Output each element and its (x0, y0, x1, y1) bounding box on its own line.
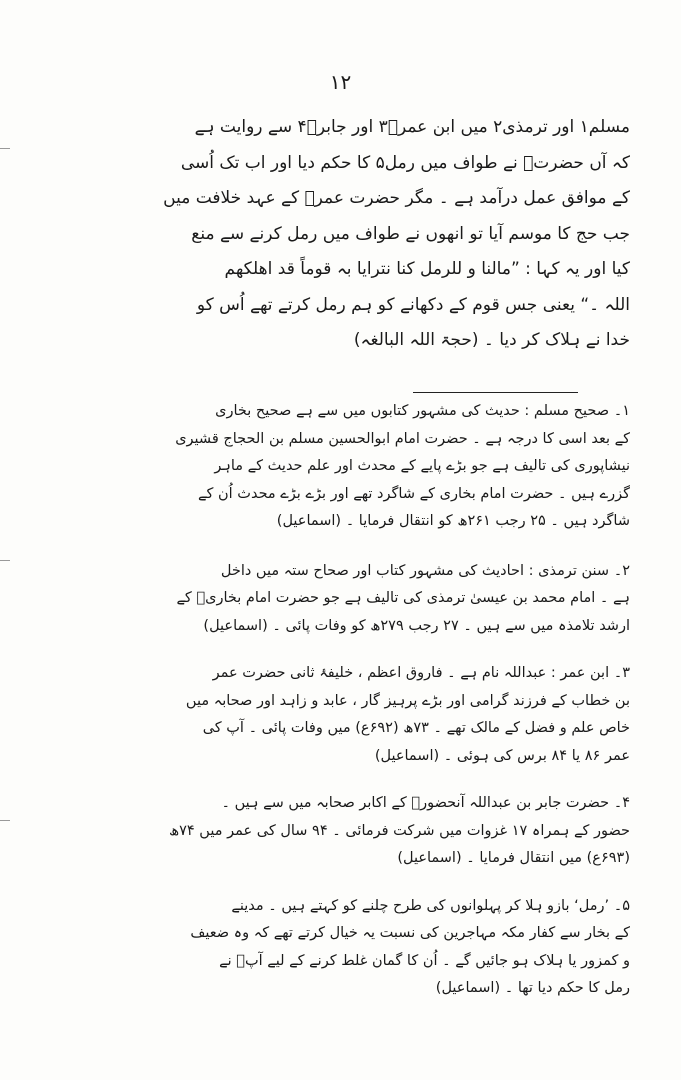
main-line: کیا اور یہ کہا : ”مالنا و للرمل کنا نترایا بہ قوماً قد اھلکھم (224, 259, 630, 279)
footnote-line: گزرے ہیں ۔ حضرت امام بخاری کے شاگرد تھے اور بڑے بڑے محدث اُن کے (198, 485, 630, 502)
main-line: کہ آں حضرتؐ نے طواف میں رمل۵ کا حکم دیا اور اب تک اُسی (180, 152, 630, 173)
footnote-line: ۵۔ ’رمل‘ بازو ہلا کر پہلوانوں کی طرح چلنے کو کہتے ہیں ۔ مدینے (231, 897, 630, 914)
footnote-line: ارشد تلامذہ میں سے ہیں ۔ ۲۷ رجب ۲۷۹ھ کو وفات پائی ۔ (اسماعیل) (203, 617, 630, 634)
main-line: خدا نے ہلاک کر دیا ۔ (حجۃ اللہ البالغہ) (353, 330, 630, 350)
footnote-2 (40, 558, 630, 641)
footnote-line: (۶۹۳ع) میں انتقال فرمایا ۔ (اسماعیل) (397, 850, 630, 866)
main-line: اللہ ۔“ یعنی جس قوم کے دکھانے کو ہم رمل کرتے تھے اُس کو (196, 294, 630, 315)
footnote-line: شاگرد ہیں ۔ ۲۵ رجب ۲۶۱ھ کو انتقال فرمایا ۔ (اسماعیل) (276, 513, 630, 529)
footnote-line: خاص علم و فضل کے مالک تھے ۔ ۷۳ھ (۶۹۲ع) میں وفات پائی ۔ آپ کی (202, 720, 630, 736)
footnote-4 (40, 790, 630, 873)
footnote-line: ۱۔ صحیح مسلم : حدیث کی مشہور کتابوں میں سے ہے صحیح بخاری (215, 403, 630, 419)
main-line: جب حج کا موسم آیا تو انھوں نے طواف میں رمل کرنے سے منع (191, 223, 630, 244)
footnote-line: و کمزور یا ہلاک ہو جائیں گے ۔ اُن کا گمان غلط کرنے کے لیے آپؐ نے (219, 952, 630, 969)
footnote-line: نیشاپوری کی تالیف ہے جو بڑے پایے کے محدث اور علم حدیث کے ماہر (214, 458, 630, 474)
margin-mark (0, 148, 10, 149)
footnote-line: عمر ۸۶ یا ۸۴ برس کی ہوئی ۔ (اسماعیل) (374, 747, 630, 764)
footnote-line: ۴۔ حضرت جابر بن عبداللہ آنحضورؐ کے اکابر صحابہ میں سے ہیں ۔ (221, 795, 630, 811)
footnote-line: حضور کے ہمراہ ۱۷ غزوات میں شرکت فرمائی ۔ ۹۴ سال کی عمر میں ۷۴ھ (168, 822, 630, 839)
footnote-line: ہے ۔ امام محمد بن عیسیٰ ترمذی کی تالیف ہے جو حضرت امام بخاریؒ کے (176, 590, 630, 606)
footnote-3 (40, 660, 630, 770)
main-line: مسلم۱ اور ترمذی۲ میں ابن عمرؓ۳ اور جابرؓ۴ سے روایت ہے (194, 117, 630, 137)
footnote-line: بن خطاب کے فرزند گرامی اور بڑے پرہیز گار ، عابد و زاہد اور صحابہ میں (185, 692, 630, 709)
footnotes (40, 398, 630, 1003)
main-line: کے موافق عمل درآمد ہے ۔ مگر حضرت عمرؓ کے عہد خلافت میں (163, 188, 630, 208)
footnote-line: کے بعد اسی کا درجہ ہے ۔ حضرت امام ابوالحسین مسلم بن الحجاج قشیری (175, 430, 630, 447)
footnote-line: رمل کا حکم دیا تھا ۔ (اسماعیل) (435, 980, 630, 996)
footnote-separator (413, 392, 578, 393)
footnote-line: ۳۔ ابن عمر : عبداللہ نام ہے ۔ فاروق اعظم ، خلیفۂ ثانی حضرت عمر (212, 665, 630, 681)
footnote-line: کے بخار سے کفار مکہ مہاجرین کی نسبت یہ خیال کرتے تھے کہ وہ ضعیف (190, 925, 630, 941)
margin-mark (0, 560, 10, 561)
main-paragraph (40, 110, 630, 359)
margin-mark (0, 820, 10, 821)
page-number: ۱۲ (329, 70, 352, 94)
footnote-5 (40, 893, 630, 1003)
footnote-line: ۲۔ سنن ترمذی : احادیث کی مشہور کتاب اور صحاح ستہ میں داخل (220, 562, 630, 579)
footnote-1 (40, 398, 630, 536)
